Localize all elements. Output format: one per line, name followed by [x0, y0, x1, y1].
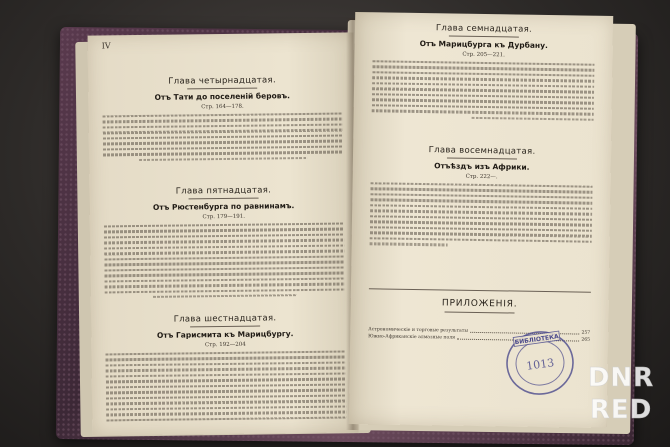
toc-entry-page: 257: [581, 330, 591, 336]
toc-entry-label: Астрономическіе и торговые результаты: [368, 326, 469, 334]
chapter-15: [103, 185, 344, 303]
appendix-title: ПРИЛОЖЕНІЯ.: [441, 298, 518, 310]
chapter-subtitle: Отъ Марицбурга къ Дурбану.: [419, 38, 548, 50]
chapter-subtitle: Отъ Тати до поселеній беровъ.: [154, 90, 291, 102]
stamp-number: 1013: [525, 356, 555, 373]
toc-entry-page: 265: [581, 337, 591, 343]
divider: [449, 35, 519, 37]
watermark: [576, 356, 666, 442]
chapter-summary-text: [105, 350, 346, 421]
chapter-subtitle: Отъ Гарисмита къ Марицбургу.: [156, 328, 294, 340]
chapter-pages: Стр. 192—204: [204, 341, 246, 349]
chapter-summary-text: [104, 222, 345, 299]
chapter-14: [102, 75, 343, 165]
chapter-subtitle: Отъѣздъ изъ Африки.: [434, 161, 530, 172]
stamp-text: БИБЛІОТЕКА: [514, 333, 560, 347]
chapter-summary-text: [372, 60, 595, 121]
chapter-title: Глава восемнадцатая.: [428, 145, 536, 157]
chapter-summary-text: [103, 112, 344, 161]
library-stamp: [501, 325, 580, 400]
chapter-subtitle: Отъ Рюстенбурга по равнинамъ.: [152, 200, 295, 212]
divider: [190, 326, 260, 328]
chapter-title: Глава пятнадцатая.: [175, 185, 272, 197]
chapter-pages: Стр. 222—.: [465, 173, 498, 181]
chapter-pages: Стр. 164—178.: [201, 103, 244, 111]
divider: [187, 88, 257, 90]
toc-entry-label: Южно-Африканскіе алмазные поля: [368, 333, 456, 341]
chapter-17: [372, 22, 596, 124]
chapter-title: Глава четырнадцатая.: [168, 75, 277, 87]
page-folio: IV: [101, 41, 111, 51]
left-page: [88, 32, 359, 435]
chapter-title: Глава семнадцатая.: [435, 23, 533, 35]
chapter-summary-text: [370, 182, 593, 248]
chapter-18: [370, 144, 594, 251]
chapter-pages: Стр. 179—191.: [202, 213, 246, 221]
chapter-16: [105, 313, 346, 425]
divider: [447, 157, 517, 159]
chapter-pages: Стр. 205—221.: [462, 51, 505, 59]
watermark-text: DNR RED: [587, 363, 655, 425]
divider: [189, 198, 259, 200]
chapter-title: Глава шестнадцатая.: [173, 313, 277, 325]
